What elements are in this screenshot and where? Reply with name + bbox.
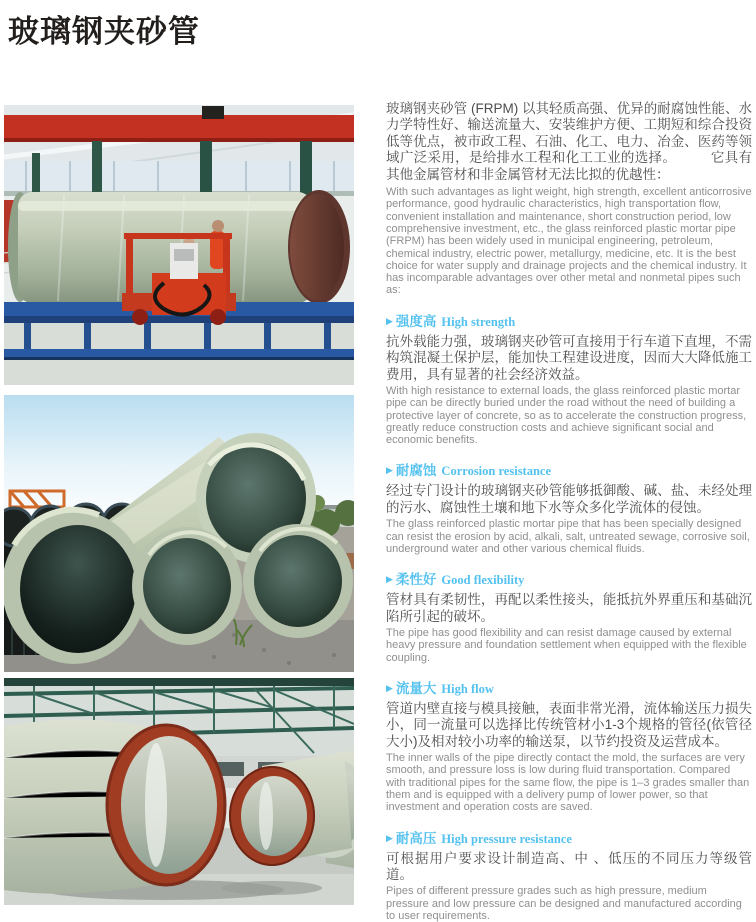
factory-photo-illustration <box>4 105 354 385</box>
section-body-en: The pipe has good flexibility and can resist damage caused by external heavy pressure and foundation settlement when equipped with the flexible coupling. <box>386 626 747 664</box>
triangle-bullet-icon: ▶ <box>386 574 393 585</box>
section-title-cn: 柔性好 <box>395 572 437 588</box>
section-title-cn: 耐腐蚀 <box>395 463 437 479</box>
triangle-bullet-icon: ▶ <box>386 465 393 476</box>
section-title-en: Corrosion resistance <box>441 464 552 479</box>
section-title-cn: 流量大 <box>395 680 437 696</box>
section-body-cn: 可根据用户要求设计制造高、中 、低压的不同压力等级管道。 <box>386 850 752 882</box>
section-header <box>386 459 752 480</box>
feature-section <box>386 677 752 814</box>
feature-section <box>386 568 752 664</box>
intro-paragraph-en: With such advantages as light weight, high strength, excellent anticorrosive performance, good hydraulic characteristics, high transportation flow, convenient installation and maintenance, short construction period, low comprehensive investment, etc., the glass reinforced plastic mortar pipe (FRPM) has been widely used in municipal engineering, petroleum, chemical industry, electric power, metallurgy, medicine, etc. It is the best choice for water supply and drainage projects and the chemical industry. It has incomparable advantages over other metal and nonmetal pipes such as: <box>386 186 752 297</box>
photo-warehouse-pipes-red-collars <box>4 678 354 905</box>
section-body-en: Pipes of different pressure grades such as high pressure, medium pressure and low pressure can be designed and manufactured according to user requirements. <box>386 885 742 922</box>
outdoor-pipes-illustration <box>4 395 354 672</box>
section-title-cn: 耐高压 <box>395 830 437 846</box>
feature-section <box>386 310 752 447</box>
photo-factory-pipe-winding <box>4 105 354 385</box>
feature-sections <box>386 310 752 922</box>
triangle-bullet-icon: ▶ <box>386 315 393 326</box>
section-body-cn: 管道内壁直接与模具接触，表面非常光滑，流体输送压力损失小，同一流量可以选择比传统管材小1-3个规格的管径(依管径大小)及相对较小功率的输送泵，以节约投资及运营成本。 <box>386 700 752 749</box>
section-title-en: High flow <box>441 681 494 696</box>
photo-stacked-pipes-outdoor <box>4 395 354 672</box>
section-body-en: The glass reinforced plastic mortar pipe that has been specially designed can resist the erosion by acid, alkali, salt, untreated sewage, corrosive soil, underground water and other various chemical fluids. <box>386 518 750 555</box>
section-body-en: The inner walls of the pipe directly contact the mold, the surfaces are very smooth, and pressure loss is low during fluid transportation. Compared with traditional pipes for the same flow, the pipe is 1–3 grades smaller than them and is equipped with a delivery pump of lower power, so that investment and operation costs are saved. <box>386 752 750 814</box>
section-title-en: High strength <box>441 314 516 329</box>
section-title-en: High pressure resistance <box>441 831 572 846</box>
content-column <box>386 101 752 922</box>
section-header <box>386 568 752 589</box>
section-body-cn: 抗外载能力强，玻璃钢夹砂管可直接用于行车道下直埋，不需构筑混凝土保护层，能加快工程建设进度，因而大大降低施工费用，具有显著的社会经济效益。 <box>386 333 752 382</box>
section-body-en: With high resistance to external loads, the glass reinforced plastic mortar pipe can be directly buried under the road without the need of building a protective layer of concrete, so as to accelerate the construction progress, greatly reduce construction costs and achieve significant social and economic benefits. <box>386 384 747 447</box>
section-title-en: Good flexibility <box>441 573 525 588</box>
section-body-cn: 经过专门设计的玻璃钢夹砂管能够抵御酸、碱、盐、未经处理的污水、腐蚀性土壤和地下水等众多化学流体的侵蚀。 <box>386 483 752 515</box>
section-header <box>386 827 752 848</box>
section-header <box>386 677 752 698</box>
section-body-cn: 管材具有柔韧性，再配以柔性接头，能抵抗外界重压和基础沉陷所引起的破坏。 <box>386 592 752 624</box>
feature-section <box>386 459 752 555</box>
page-title: 玻璃钢夹砂管 <box>8 14 200 49</box>
section-header <box>386 310 752 331</box>
triangle-bullet-icon: ▶ <box>386 682 393 693</box>
intro-paragraph-cn: 玻璃钢夹砂管 (FRPM) 以其轻质高强、优异的耐腐蚀性能、水力学特性好、输送流量大、安装维护方便、工期短和综合投资低等优点，被市政工程、石油、化工、电力、冶金、医药等领域广泛采用，是给排水工程和化工工业的选择。 它具有其他金属管材和非金属管材无法比拟的优越性： <box>386 101 752 182</box>
section-title-cn: 强度高 <box>395 313 437 329</box>
warehouse-pipes-illustration <box>4 678 354 905</box>
triangle-bullet-icon: ▶ <box>386 832 393 843</box>
